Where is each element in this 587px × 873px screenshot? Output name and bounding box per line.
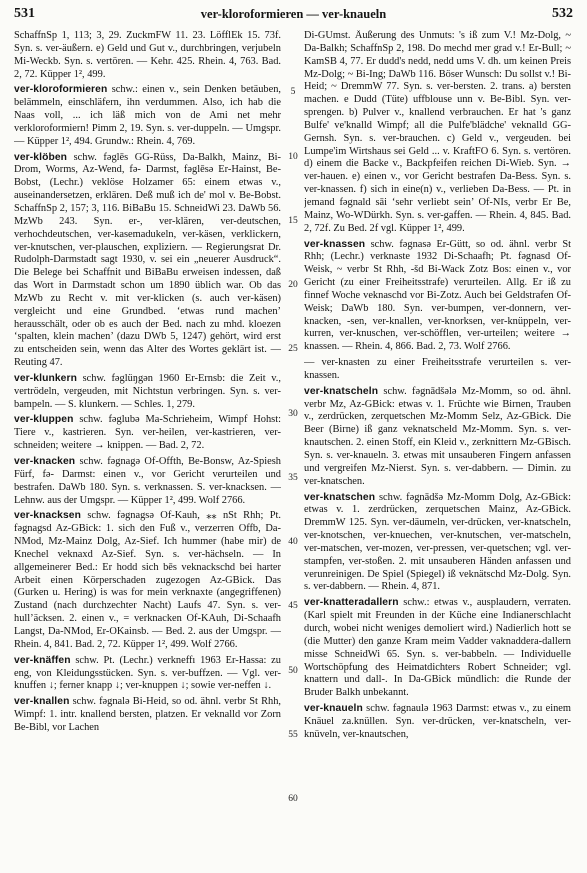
entry-headword: ver-knäffen <box>14 654 71 666</box>
running-head: ver-kloroformieren — ver-knaueln <box>200 7 387 21</box>
page-header <box>14 6 573 26</box>
dictionary-entry <box>304 30 571 236</box>
entry-headword: ver-knacken <box>14 456 76 467</box>
entry-body: schw. fәglüŋgәn 1960 Er-Ernsb: die Zeit v., vertrödeln, vergeuden, mit Nichtstun verbringen. Syn. s. ver-bampeln. — S. klunkern. — Schles. 1, 279. <box>14 372 281 410</box>
entry-headword: ver-knacksen <box>14 510 82 522</box>
dictionary-entry <box>304 597 571 700</box>
entry-headword: ver-knassen <box>304 238 366 250</box>
entry-body: schw. fәgnādšәlә Mz-Momm, so od. ähnl. verbr Mz, Az-GBick: etwas v. 1. Früchte wie Birnen, Trauben v., zerdrücken, zerquetschen Mz-Momm Selz, Az-GBick. Die Beer (Birne) iß ganz veknatscheld Mz-Momm. Syn. s. ver-knautschen. 2. einen Stoff, ein Kleid v., zerknittern Mz-GBisch. Syn. s. ver-knaueln. 3. etwas mit unsauberen Fingern anfassen und vergreifen Mz-Nierst. Syn. s. ver-dabbern. — Dimin. zu ver-knatschen. <box>304 385 571 487</box>
entry-headword: ver-knatschen <box>304 491 376 503</box>
line-number: 40 <box>288 537 298 548</box>
line-number: 55 <box>288 729 298 740</box>
right-column <box>304 30 571 867</box>
entry-headword: ver-kloroformieren <box>14 84 108 96</box>
dictionary-entry <box>14 84 281 148</box>
entry-body: schw. fәgnādšә Mz-Momm Dolg, Az-GBick: etwas v. 1. zerdrücken, zerquetschen Mainz, Az-GBick. DremmW 125. Syn. ver-däumeln, ver-drücken, ver-knatscheln, ver-knotschen, ver-knuechen, ver-knutschen, ver-matscheln, ver-matschen, ver-mozen, ver-pressen, ver-quetschen; vgl. ver-stampfen, ver-stoßen. 2. mit unsauberen Händen anfassen und verunreinigen. De Spiel (Spiegel) iß veknätschd Mz-Dolg. Syn. s. ver-dabbern. — Rhein. 4, 871. <box>304 491 571 593</box>
entry-body: schw. fәglēs GG-Rüss, Da-Balkh, Mainz, Bi-Drom, Worms, Az-Wend, fә- Darmst, fәglēsә Er-Hainst, Be-Bobst, (Lechr.) veklöse Holzamer 65: einem etwas v., auseinandersetzen, erklären. Deß muß ich de' mol v. Be-Bobst. SchaffnSp 2, 157; 3, 116. BiBaBu 15. SchneidWi 23. DaWb 56. MzWb 243. Syn. er-, ver-klären, ver-deutschen, verhochdeutschen, ver-kasemadukeln, ver-käsen, verklickern, ver-knutschen, ver-plauschen, expliziern. — Regierungsrat Dr. Rudolph-Darmstadt sagt 1930, v. sei ein „neuerer Ausdruck“. Die Belege bei Schaffnit und BiBaBu erweisen indessen, daß das Wort in Darmstadt schon um 1890 üblich war. Ob das MzWb zu Recht v. mit ver-klicken (s. auch ver-käsen) vergleicht und eine Grundbed. ‘etwas rund machen’ herausschält, oder ob es auch der Bed. nach zu mhd. kloezen ‘spalten, klein machen’ (dazu DWb 5, 1247) gehört, wird erst zu entscheiden sein, wenn das Alter des Wortes geklärt ist. — Reuting 47. <box>14 151 281 369</box>
entry-headword: ver-knatscheln <box>304 385 379 397</box>
dictionary-entry <box>14 414 281 453</box>
entry-body: schw. Pt. (Lechr.) verkneffı 1963 Er-Hassa: zu eng, von Kleidungsstücken. Syn. s. ver-buffzen. — Vgl. ver-knuffen ↓; ferner knapp ↓; ver-knuppen ↓; sowie ver-neffen ↓. <box>14 654 281 692</box>
left-column <box>14 30 281 867</box>
line-number: 30 <box>288 408 298 419</box>
entry-body: schw.: etwas v., ausplaudern, verraten. (Karl spielt mit Freunden in der Küche eine Indianerschlacht durch, wobei nicht weniges demoliert wird.) Nadierlich hott se (die Mutter) den ganze Kram meim Vadder vaknaddera-dallern misse SchneidWi 65. Syn. s. ver-babbeln. — Individuelle Wortschöpfung des Heimatdichters Robert Schneider; vgl. knattern und dall-. In Da-GBick mündlich: die Runde der Bruder Balkh unbekannt. <box>304 597 571 699</box>
line-number: 15 <box>288 215 298 226</box>
entry-headword: ver-kluppen <box>14 414 74 426</box>
dictionary-entry <box>304 703 571 742</box>
entry-headword: ver-knaueln <box>304 703 363 715</box>
dictionary-entry <box>14 655 281 694</box>
dictionary-entry <box>304 239 571 355</box>
page-number-right: 532 <box>552 6 573 21</box>
line-number: 10 <box>288 151 298 162</box>
entry-body: — ver-knasten zu einer Freiheitsstrafe verurteilen s. ver-knassen. <box>304 357 571 381</box>
dictionary-entry <box>14 373 281 412</box>
dictionary-entry <box>14 510 281 651</box>
entry-headword: ver-klunkern <box>14 372 78 384</box>
line-number: 35 <box>288 472 298 483</box>
entry-body: schw. fәglubә Ma-Schrieheim, Wimpf Hohst: Tiere v., kastrieren. Syn. ver-heilen, ver-kastrieren, ver-schneiden; weitere → knippen. — Bad. 2, 72. <box>14 414 281 452</box>
dictionary-entry <box>304 386 571 489</box>
dictionary-entry <box>304 492 571 595</box>
entry-body: schw.: einen v., sein Denken betäuben, belämmeln, einschläfern, ihn verdummen. Also, ich hab die Naas voll, ... ich läß mich von de Ami net mehr verkloroformiern! Pimm 2, 19. Syn. s. ver-duppeln. — Umgspr. — Küpper 1², 494. Grundw.: Rhein. 4, 769. <box>14 84 281 147</box>
dictionary-entry <box>14 152 281 370</box>
line-number: 20 <box>288 280 298 291</box>
entry-headword: ver-klöben <box>14 151 68 163</box>
entry-headword: ver-knatteradallern <box>304 597 399 609</box>
dictionary-entry <box>304 357 571 383</box>
entry-body: schw. fәgnagsә Of-Kauh, ⁎⁎ nSt Rhh; Pt. fәgnagsd Az-GBick: 1. sich den Fuß v., verzerren Offb, Da-NMod, Mz-Mainz Dolg, Az-Sief. Ich hummer (habe mir) de Knechel veknaxd Az-Sief. Syn. s. ver-hächseln. — In allgemeinerer Bed.: Er hodd sich bēs veknackschd bei harter Arbeit einen Körperschaden zugezogen Az-GBick. Das (Gurken u. Hering) is was for mein verknaxte (angegriffenen) Zustand (nach durchzechter Nacht) Laufs 47. Syn. s. ver-hull’äcksen. 2. einen v., = verknacken Of-KAuh, Di-Schaafh Langst, Da-NMod, Er-OKainsb. — Bed. 2. aus der Umgspr. — Rhein. 4, 841. Bad. 2, 72. Küpper 1², 499. Wolf 2766. <box>14 510 281 650</box>
entry-headword: ver-knallen <box>14 696 70 708</box>
page-number-left: 531 <box>14 6 35 21</box>
dictionary-entry <box>14 456 281 507</box>
entry-body: schw. fәgnaulә 1963 Darmst: etwas v., zu einem Knäuel za.knüllen. Syn. ver-drücken, ver-knatscheln, ver-knüveln, ver-knautschen, <box>304 703 571 740</box>
line-number: 5 <box>290 87 296 98</box>
line-number: 60 <box>288 794 298 805</box>
line-number: 25 <box>288 344 298 355</box>
entry-body: schw. fәgnalә Bi-Heid, so od. ähnl. verbr St Rhh, Wimpf: 1. intr. knallend bersten, platzen. Er veknalld vor Zorn Be-Bibl, vor Lachen <box>14 696 281 733</box>
dictionary-entry <box>14 30 281 81</box>
entry-body: Di-GUmst. Äußerung des Unmuts: 's iß zum V.! Mz-Dolg, ~ Da-Balkh; SchaffnSp 2, 198. Do mechd mer grad v.! Er-Bull; ~ KamSB 4, 77. Er dudd's nedd, nedd ums V. dh. um keinen Preis Mz-Dolg; ~ Bi-Ing; DaWb 116. Böser Wunsch: Du sollst v.! Bi-Heid; ~ DremmW 77. Syn. s. ver-bersten. 2. trans. a) bersten machen. e Dudd (Tüte) uffblouse unn v. Be-Bibl. Syn. ver-sprengen. b) Pulver v., knallend verbrauchen. Er hat 's ganz Bulfe' ve'knalld Wimpf; all die Pulfe'blädche' veknalld GG-Gernsh. Syn. s. ver-brauchen. c) Geld v., vergeuden. bei Lumpe'im Wirtshaus sei Geld ... v. KraftFO 6. Syn. s. vertören. d) einem die Backe v., Backpfeifen reichen Di-Wieb. Syn. → ver-hauen. e) einen v., vor Gericht bestrafen Da-Bess. Syn. s. ver-knassen. f) sich in eine(n) v., verlieben Da-Bess. — Pt. in jemand fәgnald sāi ‘sehr verliebt sein’ Of-NIs, verbr Er Be, Mainz, Wo-WDürkh. Syn. s. ver-gaffen. — Rhein. 4, 845. Bad. 2, 72f. Zu Bed. 2f vgl. Küpper 1², 499. <box>304 30 571 234</box>
entry-body: schw. fәgnagә Of-Offth, Be-Bonsw, Az-Spiesh Fürf, fә- Darmst: einen v., vor Gericht verurteilen und bestrafen. DaWb 180. Syn. s. verknassen. S. ver-knacksen. — Lehnw. aus der Umgspr. — Küpper 1², 499. Wolf 2766. <box>14 456 281 506</box>
line-number: 45 <box>288 601 298 612</box>
dictionary-entry <box>14 696 281 735</box>
line-number: 50 <box>288 665 298 676</box>
entry-body: SchaffnSp 1, 113; 3, 29. ZuckmFW 11. 23. LöfflEk 15. 73f. Syn. s. ver-äußern. e) Geld und Gut v., durchbringen, verjubeln Mi-Weckb. Syn. s. vertören. — Kehr. 425. Rhein. 4, 763. Bad. 2, 72. Küpper 1², 499. <box>14 30 281 80</box>
line-number-gutter <box>284 30 302 867</box>
entry-body: schw. fәgnasә Er-Gütt, so od. ähnl. verbr St Rhh; (Lechr.) verknaste 1932 Di-Schaafh; Pt. fәgnasd Of-Weisk, ~ verbr St Rhh, -šd Bi-Wack Zotz Bos: einen v., vor Gericht (zu einer Freiheitsstrafe) verurteilen. Allg. Er iß zu finnef Woche veknaschd vor Bi-Zotz. Auch bei Geldstrafen Of-Weisk; DaWb 180. Syn. ver-bumpen, ver-donnern, ver-knacken, -sen, ver-knallen, ver-knorksen, ver-knüppeln, ver-kurren, ver-knuschen, ver-schöfflen, ver-urteilen; weitere → knassen. — Rhein. 4, 866. Bad. 2, 73. Wolf 2766. <box>304 238 571 353</box>
